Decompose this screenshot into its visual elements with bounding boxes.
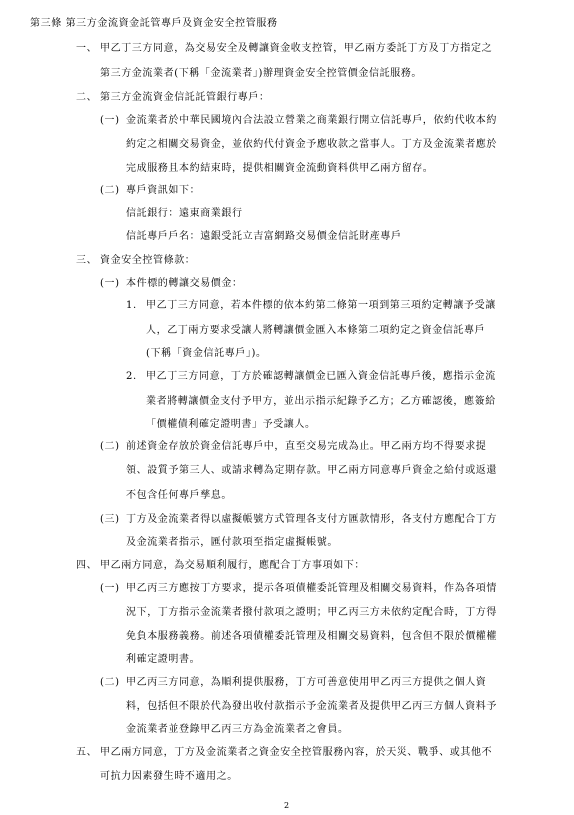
section-3-item-2-line-1: 前述資金存放於資金信託專戶中，直至交易完成為止。甲乙兩方均不得要求提 (126, 441, 487, 452)
subitem-2-line-3: 「價權債利確定證明書」予受讓人。 (146, 419, 316, 430)
section-5-line-2: 可抗力因素發生時不適用之。 (100, 771, 238, 782)
section-2-item-1-line-2: 約定之相關交易資金，並依約代付資金予應收款之當事人。丁方及金流業者應於 (126, 139, 497, 150)
section-3-item-1-title: 本件標的轉讓交易價金： (126, 278, 243, 289)
section-4-number: 四、 (76, 560, 98, 571)
section-2-item-2-line-1: 專戶資訊如下： (126, 185, 201, 196)
section-3-item-2-line-3: 不包含任何專戶孳息。 (126, 490, 232, 501)
section-2-item-2-number: (二) (100, 185, 120, 196)
section-4-item-2-line-1: 甲乙丙三方同意，為順利提供服務，丁方可善意使用甲乙丙三方提供之個人資 (126, 677, 487, 688)
section-2-item-1-line-1: 金流業者於中華民國境內合法設立營業之商業銀行開立信託專戶，依約代收本約 (126, 115, 497, 126)
section-4-item-1-number: (一) (100, 583, 120, 594)
section-3-item-3-number: (三) (100, 514, 120, 525)
section-2-title: 第三方金流資金信託託管銀行專戶： (100, 92, 270, 103)
subitem-2-number: 2. (126, 371, 137, 382)
section-3-item-1-number: (一) (100, 278, 120, 289)
section-4-item-1-line-1: 甲乙丙三方應按丁方要求，提示各項債權委託管理及相關交易資料，作為各項情 (126, 583, 497, 594)
section-5-line-1: 甲乙兩方同意，丁方及金流業者之資金安全控管服務內容，於天災、戰爭、或其他不 (100, 747, 493, 758)
section-3-item-2-line-2: 領、設質予第三人、或請求轉為定期存款。甲乙兩方同意專戶資金之給付或返還 (126, 465, 497, 476)
section-3-item-3-line-2: 及金流業者指示，匯付款項至指定虛擬帳號。 (126, 537, 338, 548)
section-4-item-2-line-2: 料，包括但不限於代為發出收付款指示予金流業者及提供甲乙丙三方個人資料予 (126, 701, 497, 712)
section-3-item-2-number: (二) (100, 441, 120, 452)
trust-bank-line: 信託銀行：遠東商業銀行 (126, 208, 243, 219)
section-4-item-2-number: (二) (100, 677, 120, 688)
section-5-number: 五、 (76, 747, 98, 758)
section-3-number: 三、 (76, 255, 98, 266)
section-1-line-2: 第三方金流業者(下稱「金流業者」)辦理資金安全控管價金信託服務。 (100, 68, 423, 79)
subitem-2-line-1: 甲乙丁三方同意，丁方於確認轉讓價金已匯入資金信託專戶後，應指示金流 (146, 371, 496, 382)
section-4-item-1-line-3: 免負本服務義務。前述各項債權委託管理及相關交易資料，包含但不限於價權權 (126, 631, 497, 642)
subitem-1-number: 1. (126, 300, 137, 311)
section-3-title: 資金安全控管條款： (100, 255, 196, 266)
section-1-number: 一、 (76, 43, 98, 54)
section-3-item-3-line-1: 丁方及金流業者得以虛擬帳號方式管理各支付方匯款情形，各支付方應配合丁方 (126, 514, 497, 525)
section-4-item-2-line-3: 金流業者並登錄甲乙丙三方為金流業者之會員。 (126, 724, 349, 735)
section-2-item-1-line-3: 完成服務且本約結束時，提供相關資金流動資料供甲乙兩方留存。 (126, 163, 434, 174)
section-4-item-1-line-4: 利確定證明書。 (126, 654, 201, 665)
subitem-1-line-3: (下稱「資金信託專戶」)。 (146, 348, 267, 359)
article-heading: 第三條 第三方金流資金託管專戶及資金安全控管服務 (30, 18, 278, 29)
section-4-item-1-line-2: 況下，丁方指示金流業者撥付款項之證明；甲乙丙三方未依約定配合時，丁方得 (126, 607, 497, 618)
section-1-line-1: 甲乙丁三方同意，為交易安全及轉讓資金收支控管，甲乙兩方委託丁方及丁方指定之 (100, 43, 493, 54)
section-2-item-1-number: (一) (100, 115, 120, 126)
trust-account-name-line: 信託專戶戶名：遠銀受託立吉富網路交易價金信託財產專戶 (126, 231, 402, 242)
subitem-2-line-2: 業者將轉讓價金支付予甲方，並出示指示紀錄予乙方；乙方確認後，應簽給 (146, 396, 496, 407)
section-4-title: 甲乙兩方同意，為交易順利履行，應配合丁方事項如下： (100, 560, 365, 571)
subitem-1-line-1: 甲乙丁三方同意，若本件標的依本約第二條第一項到第三項約定轉讓予受讓 (146, 300, 496, 311)
subitem-1-line-2: 人，乙丁兩方要求受讓人將轉讓價金匯入本條第二項約定之資金信託專戶 (146, 325, 486, 336)
page-number: 2 (284, 801, 290, 810)
section-2-number: 二、 (76, 92, 98, 103)
